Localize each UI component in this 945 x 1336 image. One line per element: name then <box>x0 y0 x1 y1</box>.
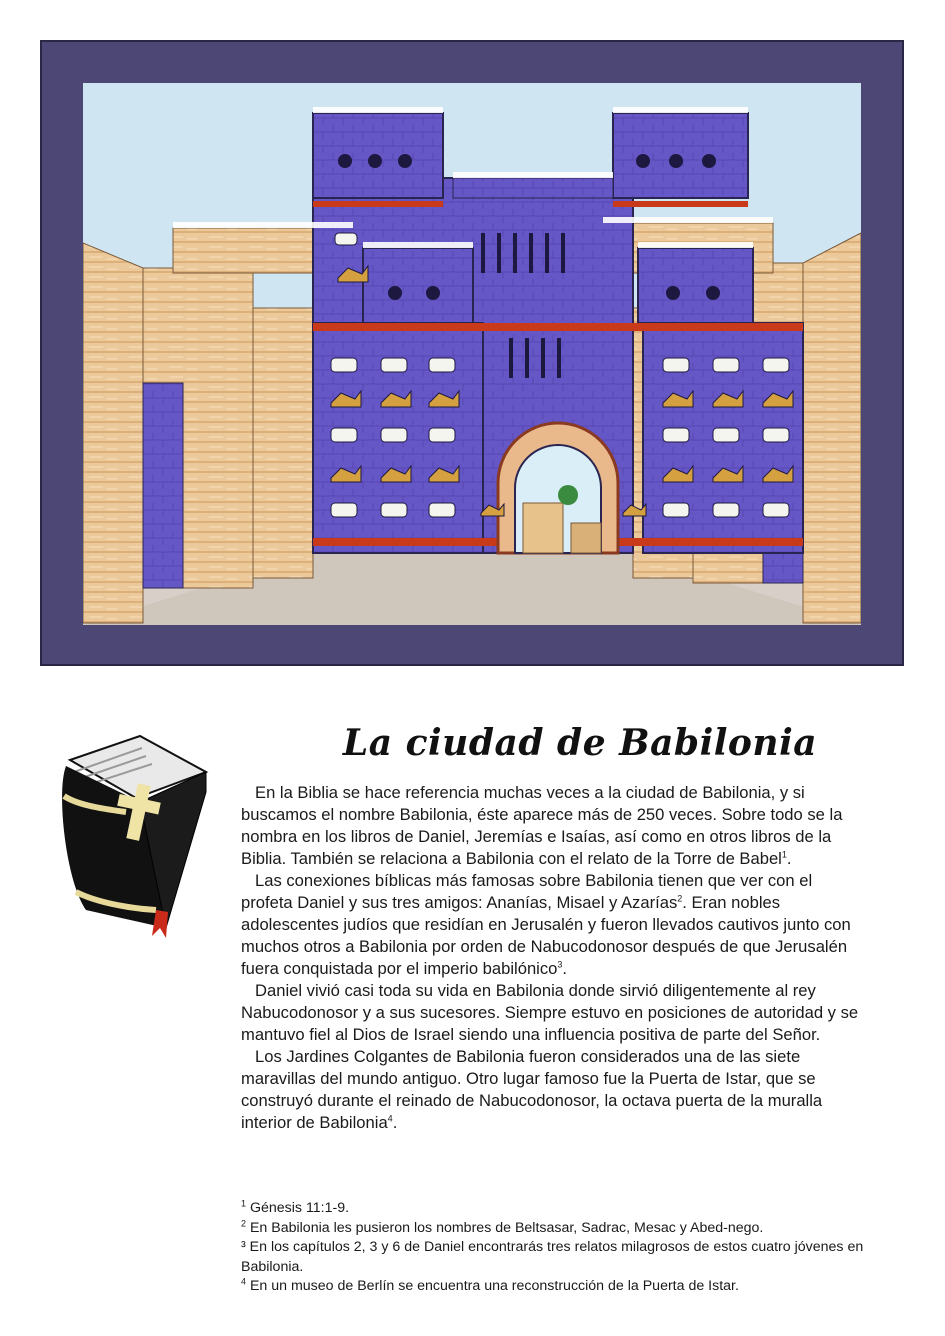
footnote-1: $^1$ Génesis 11:1-9. <box>241 1198 350 1216</box>
footnotes <box>241 1199 867 1297</box>
paragraph-2: Las conexiones bíblicas más famosas sobre Babilonia tienen que ver con el profeta Daniel y sus tres amigos: Ananías, Misael y Azarías$^2$. Eran nobles adolescentes judíos que residían en Jerusalén y fueron llevados cautivos junto con muchos otros a Babilonia por orden de Nabucodonosor después de que Jerusalén fuera conquistada por el imperio babilónico$^3$. <box>241 871 851 978</box>
footnote-2: $^2$ En Babilonia les pusieron los nombres de Beltsasar, Sadrac, Mesac y Abed-nego. <box>241 1217 764 1236</box>
paragraph-3: Daniel vivió casi toda su vida en Babilonia donde sirvió diligentemente al rey Nabucodonosor y a sus sucesores. Siempre estuvo en posiciones de autoridad y se mantuvo fiel al Dios de Israel siendo una influencia positiva de parte del Señor. <box>241 981 859 1044</box>
footnote-ref: 4 <box>387 1113 393 1124</box>
article-body <box>241 782 867 1134</box>
illustration-frame <box>40 40 904 666</box>
footnote-ref: 3 <box>557 959 563 970</box>
page-title: La ciudad de Babilonia <box>342 722 818 764</box>
footnote-ref: 1 <box>781 849 787 860</box>
ishtar-gate-illustration <box>83 83 861 625</box>
paragraph-4: Los Jardines Colgantes de Babilonia fueron considerados una de las siete maravillas del mundo antiguo. Otro lugar famoso fue la Puerta de Istar, que se construyó durante el reinado de Nabucodonosor, la octava puerta de la muralla interior de Babilonia$^4$. <box>241 1047 823 1132</box>
bible-book-icon <box>56 732 214 938</box>
footnote-4: $^4$ En un museo de Berlín se encuentra una reconstrucción de la Puerta de Istar. <box>241 1276 739 1294</box>
footnote-ref: 2 <box>677 893 683 904</box>
footnote-3: ³ En los capítulos 2, 3 y 6 de Daniel encontrarás tres relatos milagrosos de estos cuatro jóvenes en Babilonia. <box>241 1239 864 1275</box>
paragraph-1: En la Biblia se hace referencia muchas veces a la ciudad de Babilonia, y si buscamos el nombre Babilonia, éste aparece más de 250 veces. Sobre todo se la nombra en los libros de Daniel, Jeremías e Isaías, así como en otros libros de la Biblia. También se relaciona a Babilonia con el relato de la Torre de Babel$^1$. <box>241 783 843 868</box>
